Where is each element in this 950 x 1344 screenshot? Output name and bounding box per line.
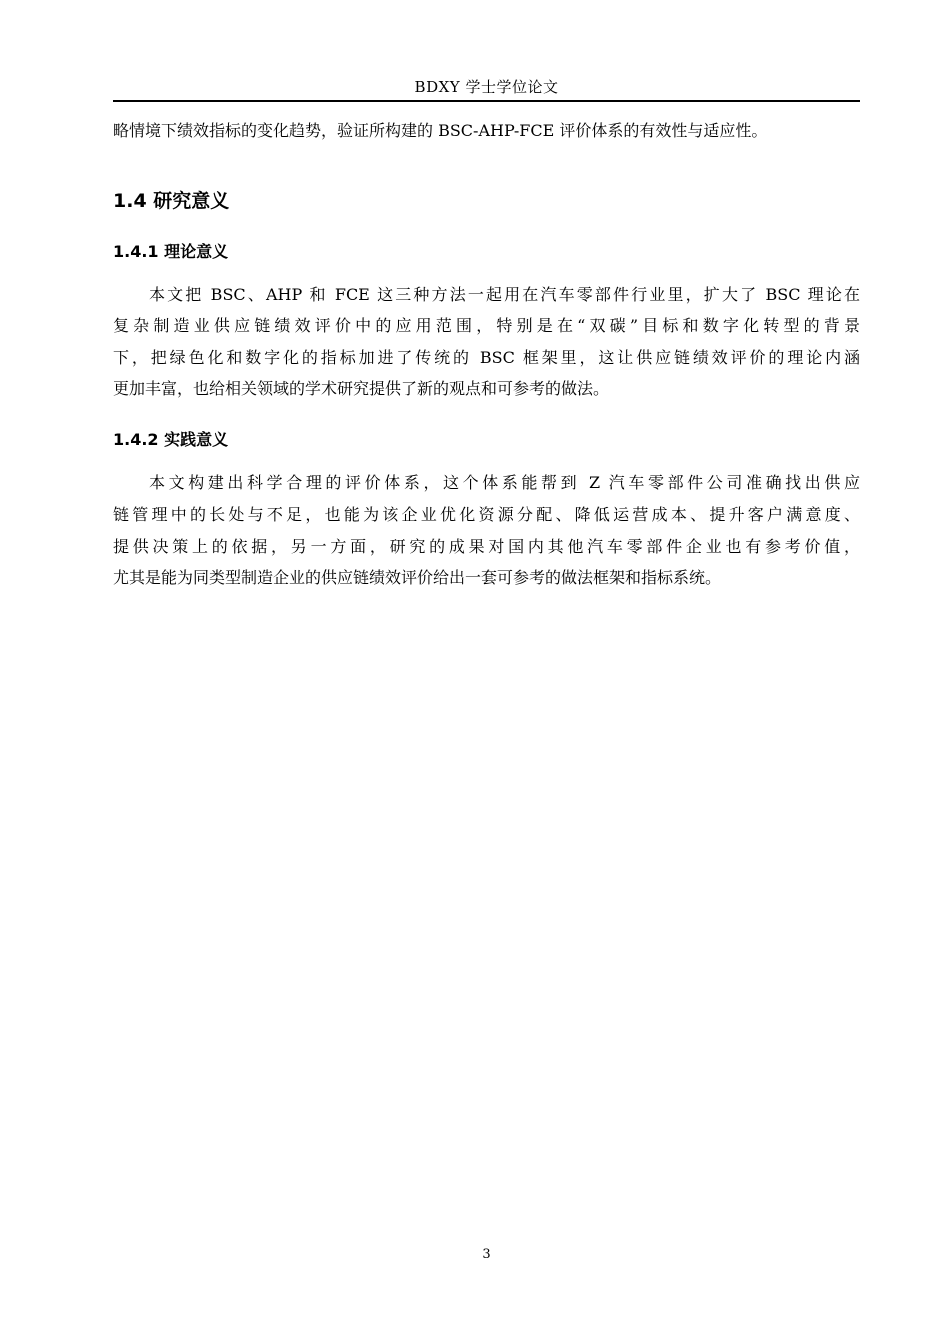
body-text-line: 尤其是能为同类型制造企业的供应链绩效评价给出一套可参考的做法框架和指标系统。 — [113, 568, 722, 587]
body-text-line: 略情境下绩效指标的变化趋势，验证所构建的 BSC-AHP-FCE 评价体系的有效性与适应性。 — [113, 121, 768, 140]
body-text-line: 下，把绿色化和数字化的指标加进了传统的 BSC 框架里，这让供应链绩效评价的理论内涵 — [113, 348, 860, 367]
page-number: 3 — [482, 1247, 491, 1262]
body-text-line: 链管理中的长处与不足，也能为该企业优化资源分配、降低运营成本、提升客户满意度、 — [113, 505, 860, 524]
body-text-line: 复杂制造业供应链绩效评价中的应用范围，特别是在“双碳”目标和数字化转型的背景 — [113, 316, 860, 335]
subsection-heading-1-4-2: 1.4.2 实践意义 — [113, 430, 229, 449]
body-text-line: 本文把 BSC、AHP 和 FCE 这三种方法一起用在汽车零部件行业里，扩大了 BSC 理论在 — [149, 285, 860, 304]
section-heading-1-4: 1.4 研究意义 — [113, 190, 230, 212]
subsection-heading-1-4-1: 1.4.1 理论意义 — [113, 242, 229, 261]
running-header: BDXY 学士学位论文 — [414, 78, 559, 96]
body-text-line: 提供决策上的依据，另一方面，研究的成果对国内其他汽车零部件企业也有参考价值， — [113, 537, 860, 556]
body-text-line: 更加丰富，也给相关领域的学术研究提供了新的观点和可参考的做法。 — [113, 379, 610, 398]
header-divider — [113, 100, 860, 102]
body-text-line: 本文构建出科学合理的评价体系，这个体系能帮到 Z 汽车零部件公司准确找出供应 — [149, 473, 860, 492]
